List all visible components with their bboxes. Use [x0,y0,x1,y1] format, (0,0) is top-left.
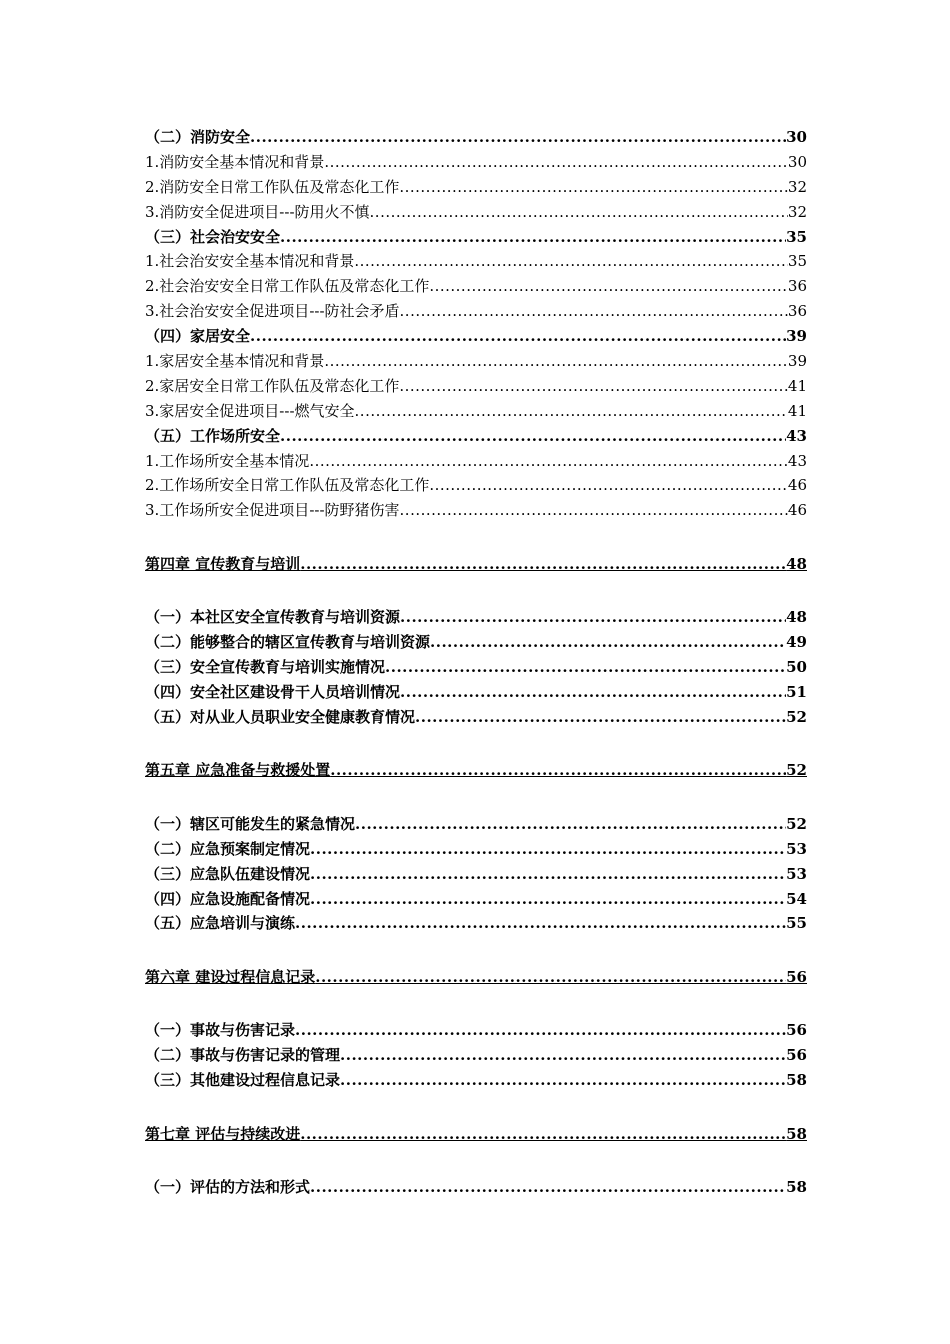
toc-section[interactable] [145,680,807,705]
toc-entry-title: （三）社会治安安全 [145,227,281,246]
toc-item[interactable] [145,200,807,225]
toc-chapter[interactable] [145,965,807,990]
toc-entry-title: （三）安全宣传教育与培训实施情况 [145,658,386,677]
toc-section[interactable] [145,424,807,449]
toc-entry-title: 2.消防安全日常工作队伍及常态化工作 [145,177,400,196]
dot-leader [400,605,786,630]
toc-entry-page-number: 39 [786,327,807,346]
toc-entry-page-number: 39 [787,352,807,371]
toc-section[interactable] [145,324,807,349]
dot-leader [429,473,788,498]
toc-entry-page-number: 52 [786,814,807,833]
toc-section[interactable] [145,812,807,837]
dot-leader [310,1175,786,1200]
toc-entry-title: 第六章 建设过程信息记录 [145,967,316,986]
toc-entry-title: （五）对从业人员职业安全健康教育情况 [145,707,416,726]
toc-item[interactable] [145,249,807,274]
toc-entry-title: 2.家居安全日常工作队伍及常态化工作 [145,376,400,395]
toc-section[interactable] [145,887,807,912]
dot-leader [295,911,786,936]
toc-entry-page-number: 58 [786,1071,807,1090]
toc-entry-title: 2.社会治安安全日常工作队伍及常态化工作 [145,277,430,296]
toc-entry-page-number: 52 [786,707,807,726]
toc-entry-page-number: 56 [786,1021,807,1040]
toc-entry-title: （四）家居安全 [145,327,251,346]
toc-entry-title: （四）安全社区建设骨干人员培训情况 [145,683,401,701]
toc-entry-title: （四）应急设施配备情况 [145,889,311,908]
toc-item[interactable] [145,374,807,399]
dot-leader [415,705,786,730]
toc-entry-page-number: 50 [786,658,807,677]
toc-entry-page-number: 48 [786,554,807,573]
dot-leader [400,299,788,324]
toc-entry-title: （二）应急预案制定情况 [145,839,311,858]
toc-entry-page-number: 52 [786,761,807,780]
toc-entry-page-number: 55 [786,914,807,933]
toc-item[interactable] [145,299,807,324]
toc-entry-page-number: 30 [786,128,807,146]
toc-item[interactable] [145,349,807,374]
dot-leader [430,630,786,655]
toc-entry-page-number: 56 [786,967,807,986]
toc-item[interactable] [145,150,807,175]
table-of-contents [145,125,807,1200]
dot-leader [280,424,786,449]
dot-leader [250,324,786,349]
toc-entry-page-number: 41 [787,401,807,420]
toc-entry-title: 1.工作场所安全基本情况 [145,451,310,470]
toc-section[interactable] [145,125,807,150]
toc-section[interactable] [145,1175,807,1200]
toc-entry-title: （三）其他建设过程信息记录 [145,1071,341,1090]
toc-entry-title: （一）事故与伤害记录 [145,1021,296,1040]
toc-entry-title: （三）应急队伍建设情况 [145,864,311,883]
toc-entry-title: （二）消防安全 [145,128,251,146]
dot-leader [385,655,786,680]
toc-entry-page-number: 51 [786,683,807,701]
dot-leader [400,498,788,523]
toc-entry-title: 2.工作场所安全日常工作队伍及常态化工作 [145,476,430,495]
toc-section[interactable] [145,837,807,862]
toc-section[interactable] [145,911,807,936]
toc-entry-page-number: 35 [786,227,807,246]
toc-entry-page-number: 35 [787,252,807,271]
toc-entry-page-number: 53 [786,839,807,858]
toc-entry-title: 1.家居安全基本情况和背景 [145,352,325,371]
toc-entry-title: （五）应急培训与演练 [145,914,296,933]
toc-entry-page-number: 48 [786,608,807,627]
toc-item[interactable] [145,175,807,200]
toc-entry-title: 3.社会治安安全促进项目---防社会矛盾 [145,302,400,321]
toc-entry-page-number: 43 [787,451,807,470]
toc-section[interactable] [145,705,807,730]
dot-leader [355,399,788,424]
toc-entry-page-number: 43 [786,426,807,445]
dot-leader [324,349,788,374]
toc-entry-page-number: 46 [787,476,807,495]
toc-entry-title: （一）辖区可能发生的紧急情况 [145,814,356,833]
toc-entry-page-number: 46 [787,501,807,520]
toc-entry-title: （二）能够整合的辖区宣传教育与培训资源 [145,633,431,652]
toc-entry-title: 1.消防安全基本情况和背景 [145,152,325,171]
dot-leader [309,449,788,474]
toc-section[interactable] [145,630,807,655]
toc-entry-title: 第七章 评估与持续改进 [145,1124,301,1143]
toc-section[interactable] [145,1068,807,1093]
toc-entry-page-number: 54 [786,889,807,908]
dot-leader [280,225,786,250]
dot-leader [340,1068,786,1093]
toc-item[interactable] [145,274,807,299]
dot-leader [310,862,786,887]
toc-section[interactable] [145,1018,807,1043]
dot-leader [300,552,786,577]
toc-entry-page-number: 32 [787,177,807,196]
dot-leader [354,249,788,274]
toc-entry-title: （一）本社区安全宣传教育与培训资源 [145,608,401,627]
toc-entry-title: （二）事故与伤害记录的管理 [145,1046,341,1065]
dot-leader [324,150,788,175]
toc-entry-title: （五）工作场所安全 [145,426,281,445]
dot-leader [310,887,786,912]
dot-leader [300,1122,786,1147]
dot-leader [399,374,788,399]
toc-chapter[interactable] [145,552,807,577]
toc-entry-page-number: 36 [787,302,807,321]
toc-item[interactable] [145,449,807,474]
dot-leader [330,758,786,783]
toc-chapter[interactable] [145,758,807,783]
dot-leader [250,125,786,150]
toc-section[interactable] [145,225,807,250]
dot-leader [399,175,788,200]
toc-entry-title: 3.消防安全促进项目---防用火不慎 [145,202,370,221]
toc-item[interactable] [145,498,807,523]
toc-item[interactable] [145,473,807,498]
toc-section[interactable] [145,605,807,630]
toc-chapter[interactable] [145,1122,807,1147]
toc-entry-page-number: 32 [787,202,807,221]
toc-entry-page-number: 58 [786,1124,807,1143]
toc-section[interactable] [145,862,807,887]
dot-leader [295,1018,786,1043]
toc-entry-page-number: 58 [786,1178,807,1197]
toc-entry-page-number: 36 [787,277,807,296]
toc-entry-page-number: 30 [787,152,807,171]
toc-entry-page-number: 41 [787,376,807,395]
toc-entry-page-number: 53 [786,864,807,883]
toc-entry-title: 1.社会治安安全基本情况和背景 [145,252,355,271]
toc-entry-title: 第四章 宣传教育与培训 [145,554,301,573]
dot-leader [310,837,786,862]
toc-entry-title: 第五章 应急准备与救援处置 [145,761,331,780]
toc-entry-title: 3.家居安全促进项目---燃气安全 [145,401,355,420]
dot-leader [315,965,786,990]
toc-section[interactable] [145,1043,807,1068]
dot-leader [355,812,786,837]
toc-section[interactable] [145,655,807,680]
dot-leader [370,200,788,225]
dot-leader [429,274,788,299]
toc-item[interactable] [145,399,807,424]
toc-entry-title: 3.工作场所安全促进项目---防野猪伤害 [145,501,400,520]
toc-entry-page-number: 56 [786,1046,807,1065]
toc-entry-title: （一）评估的方法和形式 [145,1178,311,1197]
toc-entry-page-number: 49 [786,633,807,652]
dot-leader [340,1043,786,1068]
dot-leader [400,680,786,705]
